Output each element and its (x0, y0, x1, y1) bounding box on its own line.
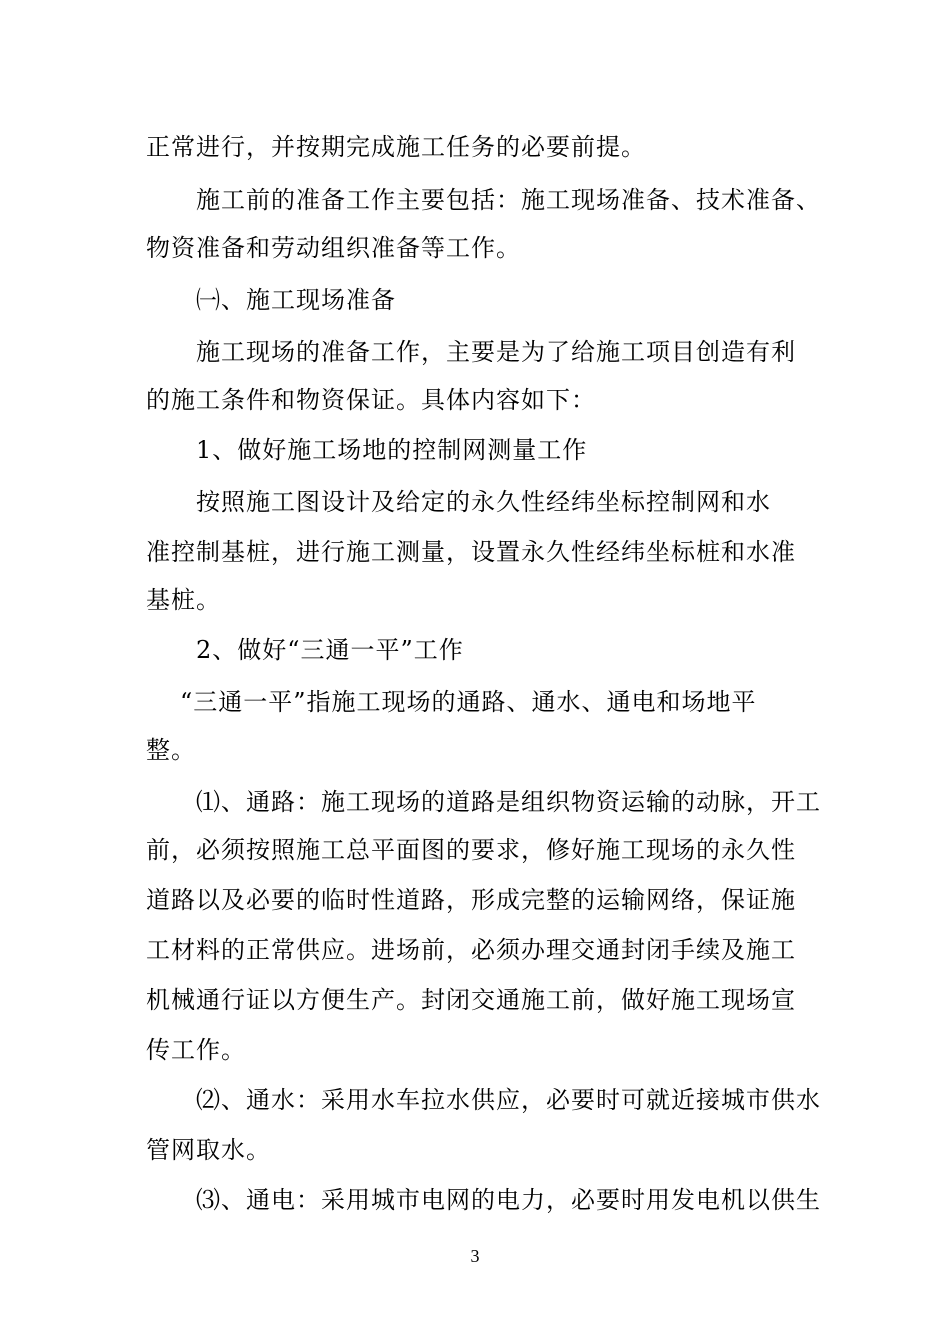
text-line: 施工前的准备工作主要包括：施工现场准备、技术准备、 (196, 186, 821, 214)
text-line: 准控制基桩，进行施工测量，设置永久性经纬坐标桩和水准 (146, 538, 796, 566)
text-line: 传工作。 (146, 1036, 246, 1064)
text-line: 物资准备和劳动组织准备等工作。 (146, 234, 521, 262)
text-line: “三通一平”指施工现场的通路、通水、通电和场地平 (180, 688, 757, 716)
text-line: 正常进行，并按期完成施工任务的必要前提。 (146, 133, 646, 161)
page-number: 3 (470, 1246, 480, 1266)
text-line: ⑶、通电：采用城市电网的电力，必要时用发电机以供生 (196, 1186, 821, 1214)
text-line: 管网取水。 (146, 1136, 271, 1164)
subsection-heading: 1、做好施工场地的控制网测量工作 (196, 436, 588, 464)
text-line: 道路以及必要的临时性道路，形成完整的运输网络，保证施 (146, 886, 796, 914)
text-line: ⑵、通水：采用水车拉水供应，必要时可就近接城市供水 (196, 1086, 821, 1114)
text-line: 机械通行证以方便生产。封闭交通施工前，做好施工现场宣 (146, 986, 796, 1014)
text-line: 按照施工图设计及给定的永久性经纬坐标控制网和水 (196, 488, 771, 516)
section-heading: ㈠、施工现场准备 (196, 286, 396, 314)
text-line: 工材料的正常供应。进场前，必须办理交通封闭手续及施工 (146, 936, 796, 964)
subsection-heading: 2、做好“三通一平”工作 (196, 636, 464, 664)
text-line: 整。 (146, 736, 196, 764)
text-line: 基桩。 (146, 586, 221, 614)
text-line: 施工现场的准备工作，主要是为了给施工项目创造有利 (196, 338, 796, 366)
text-line: 前，必须按照施工总平面图的要求，修好施工现场的永久性 (146, 836, 796, 864)
text-line: 的施工条件和物资保证。具体内容如下： (146, 386, 596, 414)
text-line: ⑴、通路：施工现场的道路是组织物资运输的动脉，开工 (196, 788, 821, 816)
